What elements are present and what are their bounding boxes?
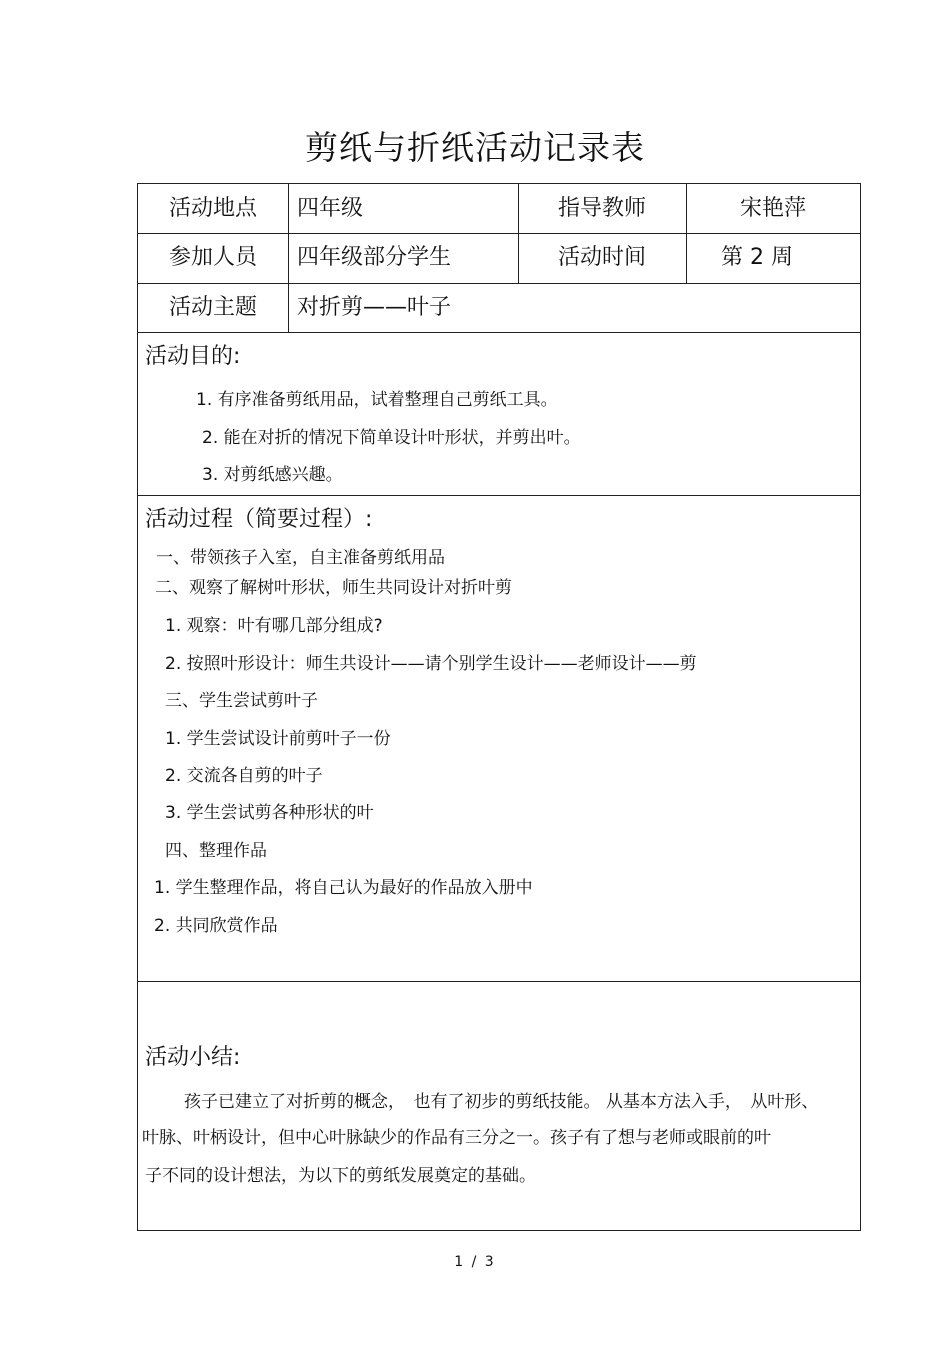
purpose-section xyxy=(137,333,861,496)
process-line: 三、学生尝试剪叶子 xyxy=(165,691,318,711)
purpose-item: 2. 能在对折的情况下简单设计叶形状，并剪出叶。 xyxy=(202,428,581,448)
process-line: 1. 学生整理作品，将自己认为最好的作品放入册中 xyxy=(154,878,533,898)
teacher-value: 宋艳萍 xyxy=(739,195,806,221)
page-title: 剪纸与折纸活动记录表 xyxy=(305,128,645,167)
info-table xyxy=(137,183,861,333)
process-section xyxy=(137,496,861,982)
participants-value: 四年级部分学生 xyxy=(297,245,452,270)
teacher-label: 指导教师 xyxy=(557,195,646,221)
process-line: 2. 共同欣赏作品 xyxy=(154,916,278,936)
purpose-heading: 活动目的: xyxy=(145,344,241,369)
process-line: 一、带领孩子入室，自主准备剪纸用品 xyxy=(156,548,445,568)
summary-line: 叶脉、叶柄设计，但中心叶脉缺少的作品有三分之一。孩子有了想与老师或眼前的叶 xyxy=(142,1128,771,1148)
process-heading: 活动过程（简要过程）: xyxy=(145,507,373,532)
summary-section xyxy=(137,982,861,1231)
time-value: 第 2 周 xyxy=(721,245,793,270)
process-line: 1. 学生尝试设计前剪叶子一份 xyxy=(165,729,391,749)
location-value: 四年级 xyxy=(297,195,364,221)
summary-line: 子不同的设计想法，为以下的剪纸发展奠定的基础。 xyxy=(145,1166,536,1186)
page-number: 1 / 3 xyxy=(454,1254,496,1270)
location-label: 活动地点 xyxy=(168,195,257,221)
divider xyxy=(288,184,289,332)
process-line: 2. 按照叶形设计：师生共设计——请个别学生设计——老师设计——剪 xyxy=(165,654,697,674)
purpose-item: 1. 有序准备剪纸用品，试着整理自己剪纸工具。 xyxy=(196,390,558,410)
process-line: 2. 交流各自剪的叶子 xyxy=(165,766,323,786)
process-line: 1. 观察：叶有哪几部分组成? xyxy=(165,616,383,636)
summary-heading: 活动小结: xyxy=(145,1045,241,1070)
time-label: 活动时间 xyxy=(557,245,646,270)
theme-label: 活动主题 xyxy=(168,294,257,320)
participants-label: 参加人员 xyxy=(168,245,257,270)
theme-value: 对折剪——叶子 xyxy=(297,294,452,320)
process-line: 二、观察了解树叶形状，师生共同设计对折叶剪 xyxy=(155,578,512,598)
summary-line: 孩子已建立了对折剪的概念， 也有了初步的剪纸技能。 从基本方法入手， 从叶形、 xyxy=(184,1092,819,1112)
purpose-item: 3. 对剪纸感兴趣。 xyxy=(202,465,343,485)
process-line: 四、整理作品 xyxy=(165,841,267,861)
process-line: 3. 学生尝试剪各种形状的叶 xyxy=(165,803,374,823)
